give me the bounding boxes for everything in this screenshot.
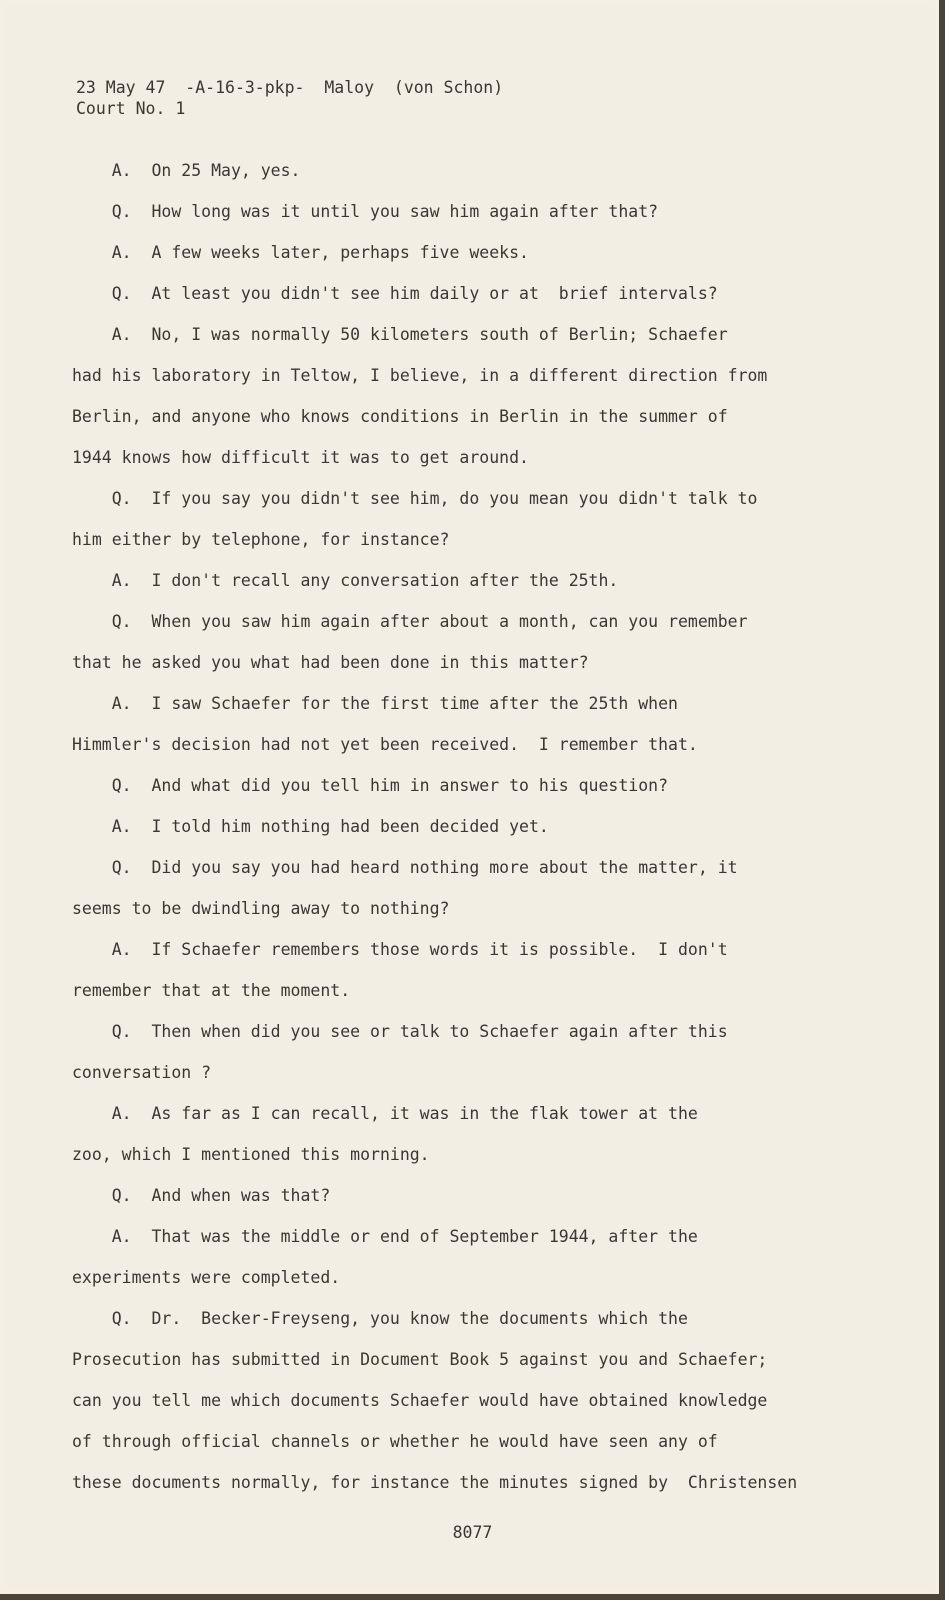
text-line: A. As far as I can recall, it was in the flak tower at the xyxy=(72,1104,698,1123)
text-line: Q. Then when did you see or talk to Schaefer again after this xyxy=(72,1022,728,1041)
text-line: Prosecution has submitted in Document Book 5 against you and Schaefer; xyxy=(72,1350,768,1369)
text-line: Q. How long was it until you saw him again after that? xyxy=(72,202,659,221)
text-line: zoo, which I mentioned this morning. xyxy=(72,1145,430,1164)
text-line: Q. If you say you didn't see him, do you mean you didn't talk to xyxy=(72,489,758,508)
text-line: A. If Schaefer remembers those words it is possible. I don't xyxy=(72,940,728,959)
text-line: A. A few weeks later, perhaps five weeks. xyxy=(72,243,529,262)
text-line: A. No, I was normally 50 kilometers south of Berlin; Schaefer xyxy=(72,325,728,344)
page-number: 8077 xyxy=(452,1523,493,1542)
text-line: seems to be dwindling away to nothing? xyxy=(72,899,450,918)
text-line: can you tell me which documents Schaefer would have obtained knowledge xyxy=(72,1391,768,1410)
text-line: A. I don't recall any conversation after the 25th. xyxy=(72,571,619,590)
text-line: him either by telephone, for instance? xyxy=(72,530,450,549)
text-line: that he asked you what had been done in this matter? xyxy=(72,653,589,672)
text-line: remember that at the moment. xyxy=(72,981,351,1000)
text-line: had his laboratory in Teltow, I believe, in a different direction from xyxy=(72,366,768,385)
text-line: A. I saw Schaefer for the first time after the 25th when xyxy=(72,694,678,713)
text-line: Q. Dr. Becker-Freyseng, you know the documents which the xyxy=(72,1309,688,1328)
text-line: experiments were completed. xyxy=(72,1268,341,1287)
text-line: conversation ? xyxy=(72,1063,212,1082)
text-line: Q. And what did you tell him in answer to his question? xyxy=(72,776,669,795)
text-line: A. I told him nothing had been decided yet. xyxy=(72,817,549,836)
header-line-2: Court No. 1 xyxy=(76,99,186,118)
text-line: Q. Did you say you had heard nothing more about the matter, it xyxy=(72,858,738,877)
text-line: A. On 25 May, yes. xyxy=(72,161,301,180)
text-line: of through official channels or whether he would have seen any of xyxy=(72,1432,718,1451)
text-line: 1944 knows how difficult it was to get around. xyxy=(72,448,529,467)
text-line: Himmler's decision had not yet been received. I remember that. xyxy=(72,735,698,754)
text-line: Q. At least you didn't see him daily or at brief intervals? xyxy=(72,284,718,303)
header-line-1: 23 May 47 -A-16-3-pkp- Maloy (von Schon) xyxy=(76,78,504,97)
text-line: these documents normally, for instance the minutes signed by Christensen xyxy=(72,1473,798,1492)
text-line: Q. When you saw him again after about a month, can you remember xyxy=(72,612,748,631)
text-line: Berlin, and anyone who knows conditions in Berlin in the summer of xyxy=(72,407,728,426)
text-line: Q. And when was that? xyxy=(72,1186,331,1205)
text-line: A. That was the middle or end of September 1944, after the xyxy=(72,1227,698,1246)
